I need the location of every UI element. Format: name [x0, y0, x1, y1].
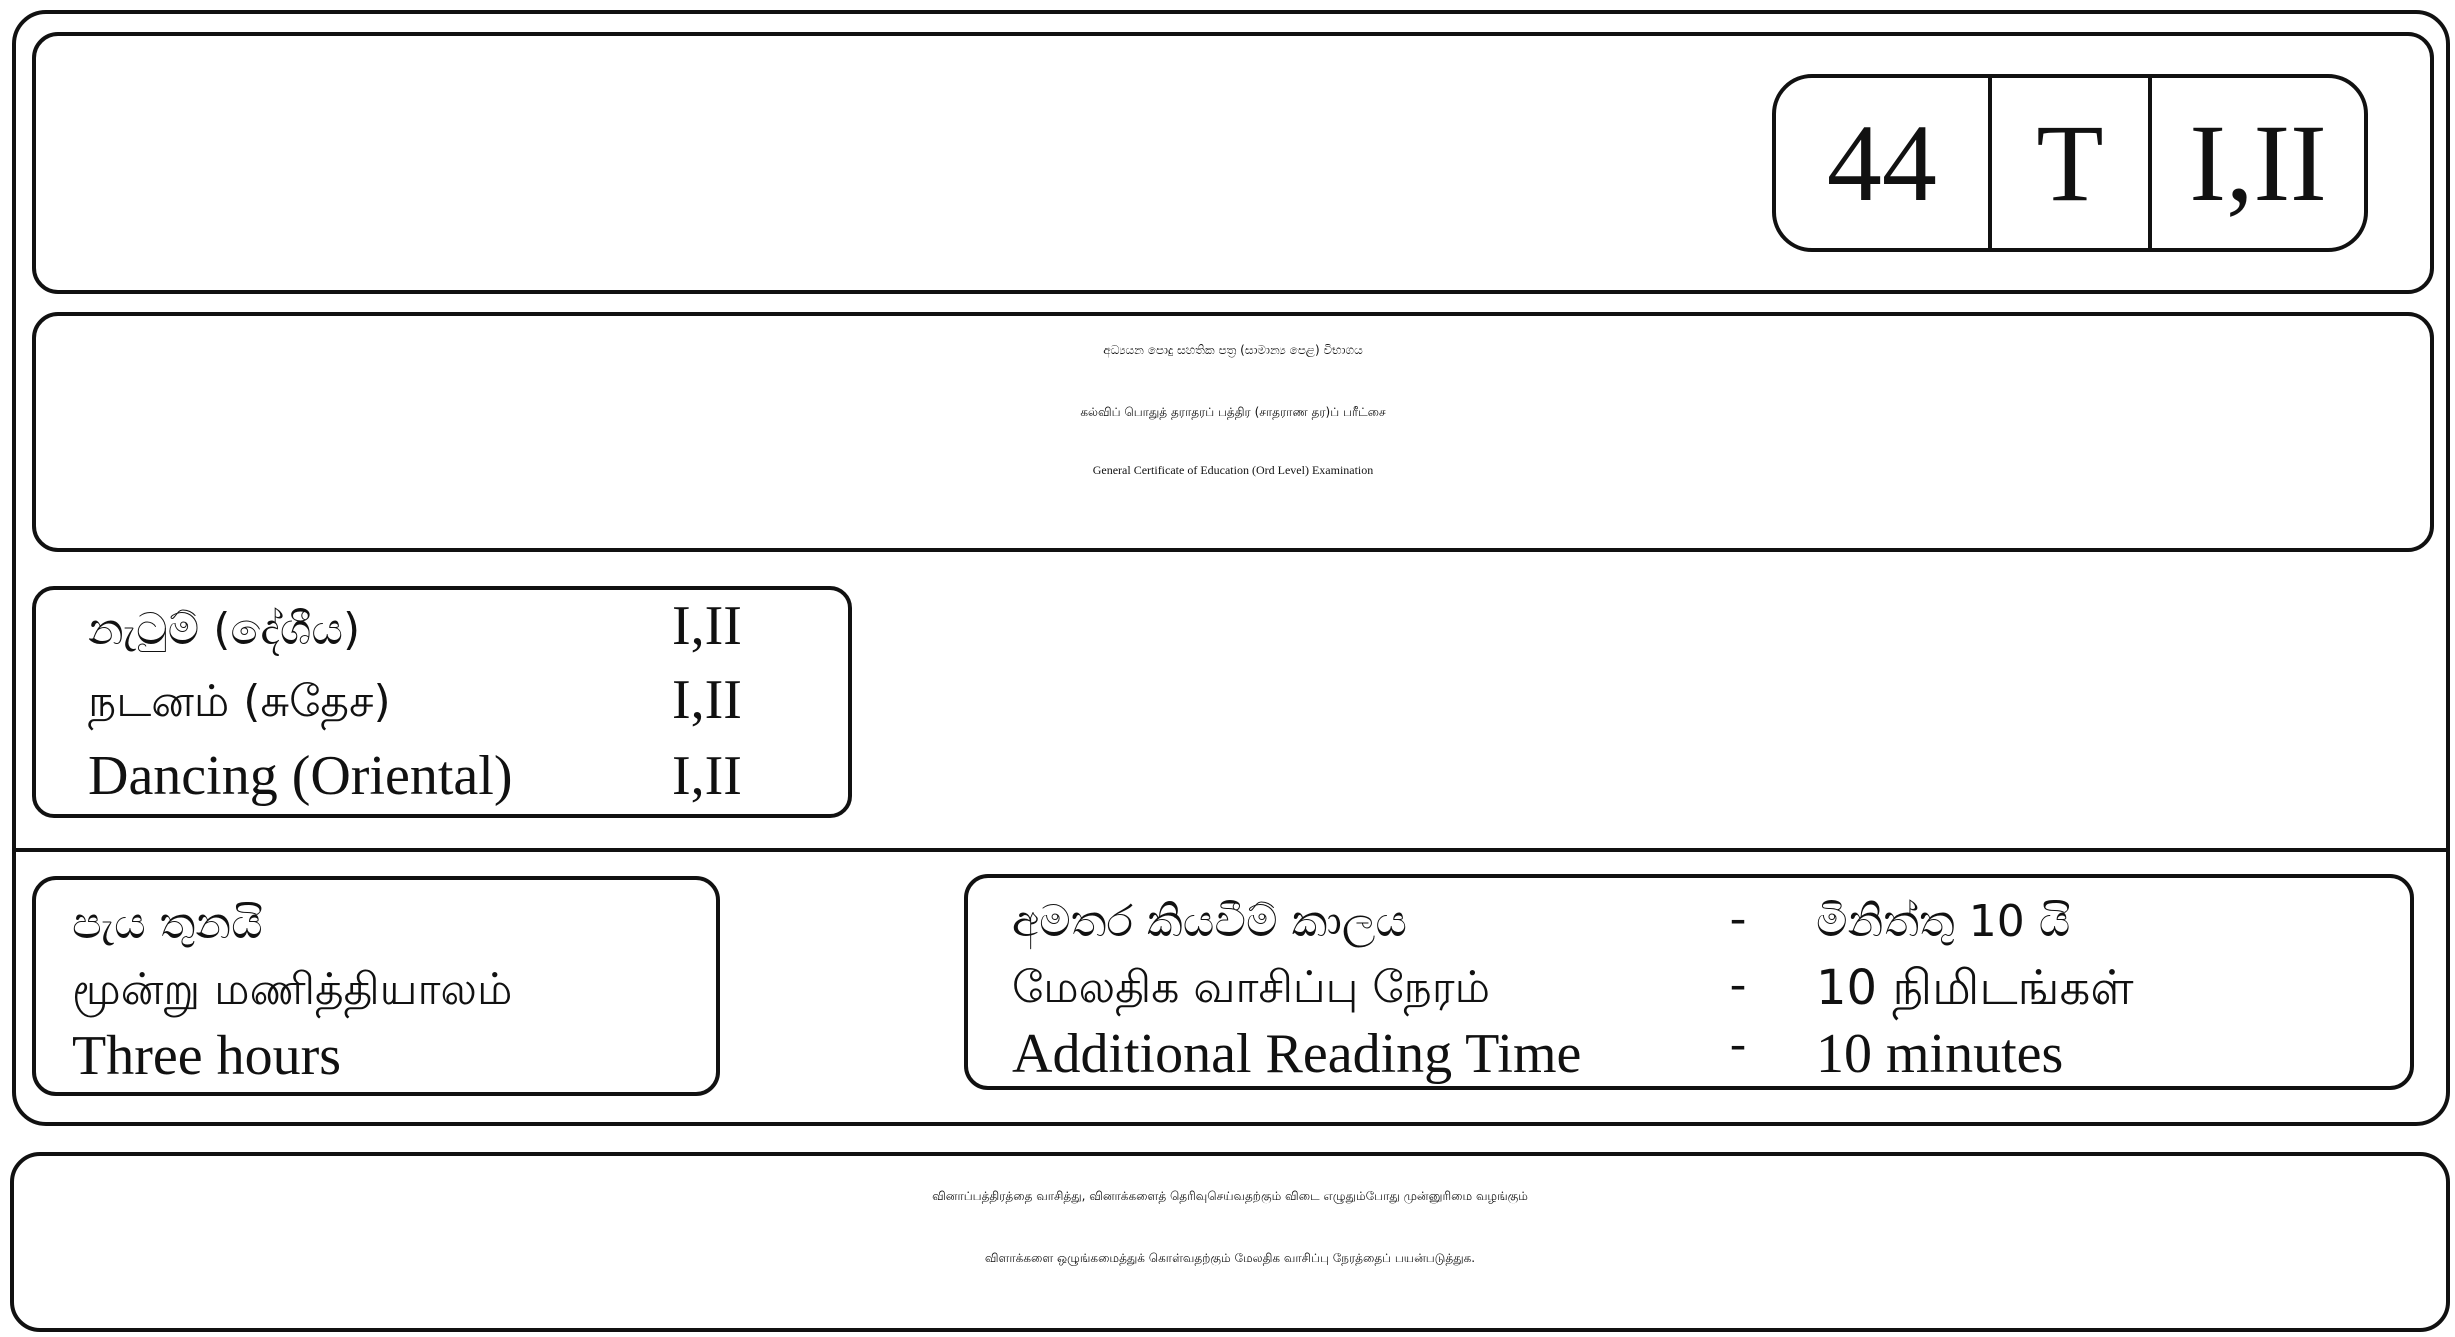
reading-dash: - — [1730, 1017, 1746, 1070]
reading-label-sinhala: අමතර කියවීම් කාලය — [1012, 896, 1408, 947]
duration-box — [32, 876, 720, 1096]
reading-dash: - — [1730, 957, 1746, 1010]
subject-number: 44 — [1826, 101, 1937, 224]
paper-numbers: I,II — [2189, 101, 2327, 224]
reading-label-tamil: மேலதிக வாசிப்பு நேரம் — [1012, 962, 1490, 1013]
reading-value-english: 10 minutes — [1816, 1023, 2064, 1085]
reading-time-box — [964, 874, 2414, 1090]
paper-code-box — [1772, 74, 2368, 252]
subject-name-sinhala: නැටුම් (දේශීය) — [88, 604, 361, 655]
reading-value-sinhala: මිනිත්තු 10 යි — [1816, 896, 2071, 947]
instruction-line-1: வினாப்பத்திரத்தை வாசித்து, வினாக்களைத் தெரிவுசெய்வதற்கும் விடை எழுதும்போது முன்னுரிமை வழங்கும் — [932, 1189, 1528, 1203]
exam-title-box — [32, 312, 2434, 552]
subject-name-english: Dancing (Oriental) — [88, 745, 513, 807]
exam-title-english: General Certificate of Education (Ord Level) Examination — [1092, 463, 1374, 477]
instructions-box — [10, 1152, 2450, 1332]
duration-tamil: மூன்று மணித்தியாலம் — [72, 964, 513, 1015]
subject-papers-sinhala: I,II — [672, 595, 742, 657]
subject-papers-english: I,II — [672, 745, 742, 807]
reading-dash: - — [1730, 891, 1746, 944]
subject-papers-tamil: I,II — [672, 669, 742, 731]
instruction-line-2: விளாக்களை ஒழுங்கமைத்துக் கொள்வதற்கும் மேலதிக வாசிப்பு நேரத்தைப் பயன்படுத்துக. — [984, 1251, 1476, 1265]
exam-title-tamil: கல்விப் பொதுத் தராதரப் பத்திர (சாதராண தர)ப் பரீட்சை — [1080, 405, 1386, 419]
subject-name-tamil: நடனம் (சுதேச) — [88, 676, 391, 727]
medium-code: T — [2036, 101, 2104, 224]
duration-english: Three hours — [72, 1025, 342, 1087]
subject-box — [32, 586, 852, 818]
reading-label-english: Additional Reading Time — [1012, 1023, 1582, 1085]
section-divider — [14, 848, 2448, 852]
exam-title-sinhala: අධ්‍යයන පොදු සහතික පත්‍ර (සාමාන්‍ය පෙළ) විභාගය — [1103, 343, 1363, 357]
reading-value-tamil: 10 நிமிடங்கள் — [1816, 960, 2134, 1016]
duration-sinhala: පැය තුනයි — [72, 898, 263, 949]
